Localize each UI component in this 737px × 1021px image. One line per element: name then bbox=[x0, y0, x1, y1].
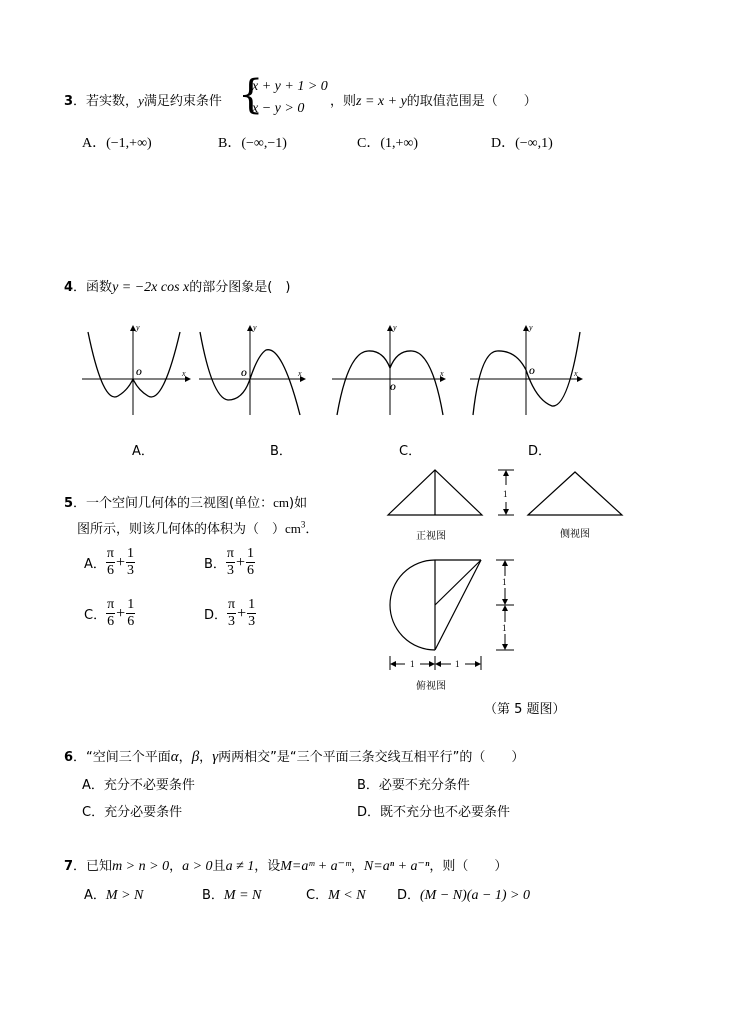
origin-label: O bbox=[241, 369, 247, 378]
question-text: 的取值范围是（ ） bbox=[406, 94, 537, 109]
option-a[interactable]: A．M > N bbox=[84, 888, 144, 903]
origin-label: O bbox=[529, 367, 535, 376]
question-number: 7 bbox=[64, 859, 74, 874]
axis-y-label: y bbox=[529, 323, 533, 332]
front-view bbox=[388, 470, 482, 542]
option-b[interactable]: B．M = N bbox=[202, 888, 262, 903]
graph-c[interactable] bbox=[332, 323, 445, 415]
question-text: 图所示，则该几何体的体积为（ ） bbox=[77, 522, 286, 537]
question-text: ，设 bbox=[254, 859, 281, 874]
question-text: ．函数 bbox=[73, 280, 113, 295]
question-text: ． bbox=[305, 522, 319, 537]
option-c[interactable]: C．(1,+∞) bbox=[357, 136, 419, 151]
side-view-label: 侧视图 bbox=[560, 529, 590, 540]
three-view-drawing bbox=[370, 460, 640, 700]
origin-label: O bbox=[390, 383, 396, 392]
axis-y-label: y bbox=[393, 323, 397, 332]
option-b[interactable]: B．必要不充分条件 bbox=[357, 778, 470, 793]
math-expression: a ≠ 1 bbox=[225, 859, 255, 874]
axis-y-label: y bbox=[136, 323, 140, 332]
math-expression: M=aᵐ + a⁻ᵐ bbox=[280, 859, 351, 874]
svg-text:1: 1 bbox=[410, 659, 415, 669]
front-view-label: 正视图 bbox=[416, 531, 446, 542]
option-d[interactable]: D．既不充分也不必要条件 bbox=[357, 805, 511, 820]
math-expression: a > 0 bbox=[182, 859, 213, 874]
option-b[interactable]: B． $\frac{\pi}{3}$ + $\frac{1}{6}$ bbox=[204, 546, 255, 578]
option-c[interactable]: C．充分必要条件 bbox=[82, 805, 183, 820]
question-text: )如 bbox=[289, 496, 308, 511]
height-dimension bbox=[498, 470, 514, 515]
graph-option-a[interactable]: A． bbox=[132, 444, 154, 459]
option-d[interactable]: D． $\frac{\pi}{3}$ + $\frac{1}{3}$ bbox=[204, 597, 256, 629]
question-text: 两两相交”是“三个平面三条交线互相平行”的（ ） bbox=[218, 750, 525, 765]
side-view bbox=[528, 472, 622, 540]
question-number: 6 bbox=[64, 750, 74, 765]
option-d[interactable]: D．(−∞,1) bbox=[491, 136, 553, 151]
graph-a[interactable] bbox=[82, 323, 190, 415]
constraint-1: x + y + 1 > 0 bbox=[252, 79, 328, 94]
question-6-stem: 6．“空间三个平面α，β，γ两两相交”是“三个平面三条交线互相平行”的（ ） bbox=[64, 749, 525, 765]
graph-option-d[interactable]: D． bbox=[528, 444, 552, 459]
option-a[interactable]: A．充分不必要条件 bbox=[82, 778, 195, 793]
graph-b[interactable] bbox=[199, 323, 305, 415]
graph-d[interactable] bbox=[470, 323, 582, 415]
question-3-stem bbox=[64, 90, 222, 109]
question-number: 4 bbox=[64, 280, 74, 295]
axis-x-label: x bbox=[574, 369, 578, 378]
math-variable: β bbox=[191, 749, 200, 765]
option-c[interactable]: C． $\frac{\pi}{6}$ + $\frac{1}{6}$ bbox=[84, 597, 135, 629]
question-text: ．若实数， bbox=[73, 94, 139, 109]
axis-x-label: x bbox=[440, 369, 444, 378]
question-number: 5 bbox=[64, 496, 74, 511]
top-view-label: 俯视图 bbox=[416, 681, 446, 692]
question-text: ，则（ ） bbox=[429, 859, 508, 874]
option-b[interactable]: B．(−∞,−1) bbox=[218, 136, 287, 151]
curve bbox=[88, 332, 180, 397]
axis-y-label: y bbox=[253, 323, 257, 332]
graph-option-b[interactable]: B． bbox=[270, 444, 292, 459]
math-variable: α bbox=[170, 749, 179, 765]
math-expression: z = x + y bbox=[356, 94, 407, 109]
question-text: 的部分图象是( ) bbox=[189, 280, 291, 295]
option-d[interactable]: D．(M − N)(a − 1) > 0 bbox=[397, 888, 531, 903]
width-dimensions bbox=[390, 656, 481, 670]
question-text: ．已知 bbox=[73, 859, 113, 874]
unit: cm bbox=[273, 495, 290, 510]
question-text: ，则 bbox=[330, 94, 357, 109]
question-text: 且 bbox=[212, 859, 226, 874]
unit: cm bbox=[285, 521, 301, 536]
depth-dimensions bbox=[496, 560, 514, 650]
graph-option-c[interactable]: C． bbox=[399, 444, 422, 459]
option-a[interactable]: A． $\frac{\pi}{6}$ + $\frac{1}{3}$ bbox=[84, 546, 135, 578]
option-a[interactable]: A．(−1,+∞) bbox=[82, 136, 152, 151]
math-variable: γ bbox=[212, 749, 219, 765]
top-view bbox=[390, 560, 481, 692]
unit-exponent: 3 bbox=[300, 519, 306, 530]
question-7-stem: 7．已知m > n > 0，a > 0且a ≠ 1，设M=aᵐ + a⁻ᵐ，N=aⁿ + a⁻ⁿ，则（ ） bbox=[64, 859, 508, 874]
question-text: ．一个空间几何体的三视图(单位： bbox=[73, 496, 274, 511]
option-c[interactable]: C．M < N bbox=[306, 888, 366, 903]
math-expression: m > n > 0 bbox=[112, 859, 170, 874]
svg-text:1: 1 bbox=[503, 489, 508, 499]
math-expression: y = −2x cos x bbox=[112, 280, 190, 295]
math-expression: N=aⁿ + a⁻ⁿ bbox=[363, 859, 430, 874]
question-5-line-1 bbox=[64, 492, 307, 511]
system-brace: { bbox=[238, 72, 264, 118]
svg-text:1: 1 bbox=[502, 577, 507, 587]
function-graphs bbox=[0, 320, 737, 420]
question-text: ．“空间三个平面 bbox=[73, 750, 171, 765]
constraint-2: x − y > 0 bbox=[252, 101, 305, 116]
question-4-stem bbox=[64, 276, 290, 296]
question-number: 3 bbox=[64, 94, 74, 109]
math-variable: y bbox=[138, 93, 144, 108]
svg-text:1: 1 bbox=[502, 623, 507, 633]
svg-text:1: 1 bbox=[455, 659, 460, 669]
origin-label: O bbox=[136, 368, 142, 377]
question-text: 满足约束条件 bbox=[143, 94, 222, 109]
question-5-line-2 bbox=[77, 518, 318, 537]
figure-caption: （第 5 题图） bbox=[484, 702, 566, 717]
axis-x-label: x bbox=[298, 369, 302, 378]
question-3-tail bbox=[330, 90, 537, 110]
axis-x-label: x bbox=[182, 369, 186, 378]
